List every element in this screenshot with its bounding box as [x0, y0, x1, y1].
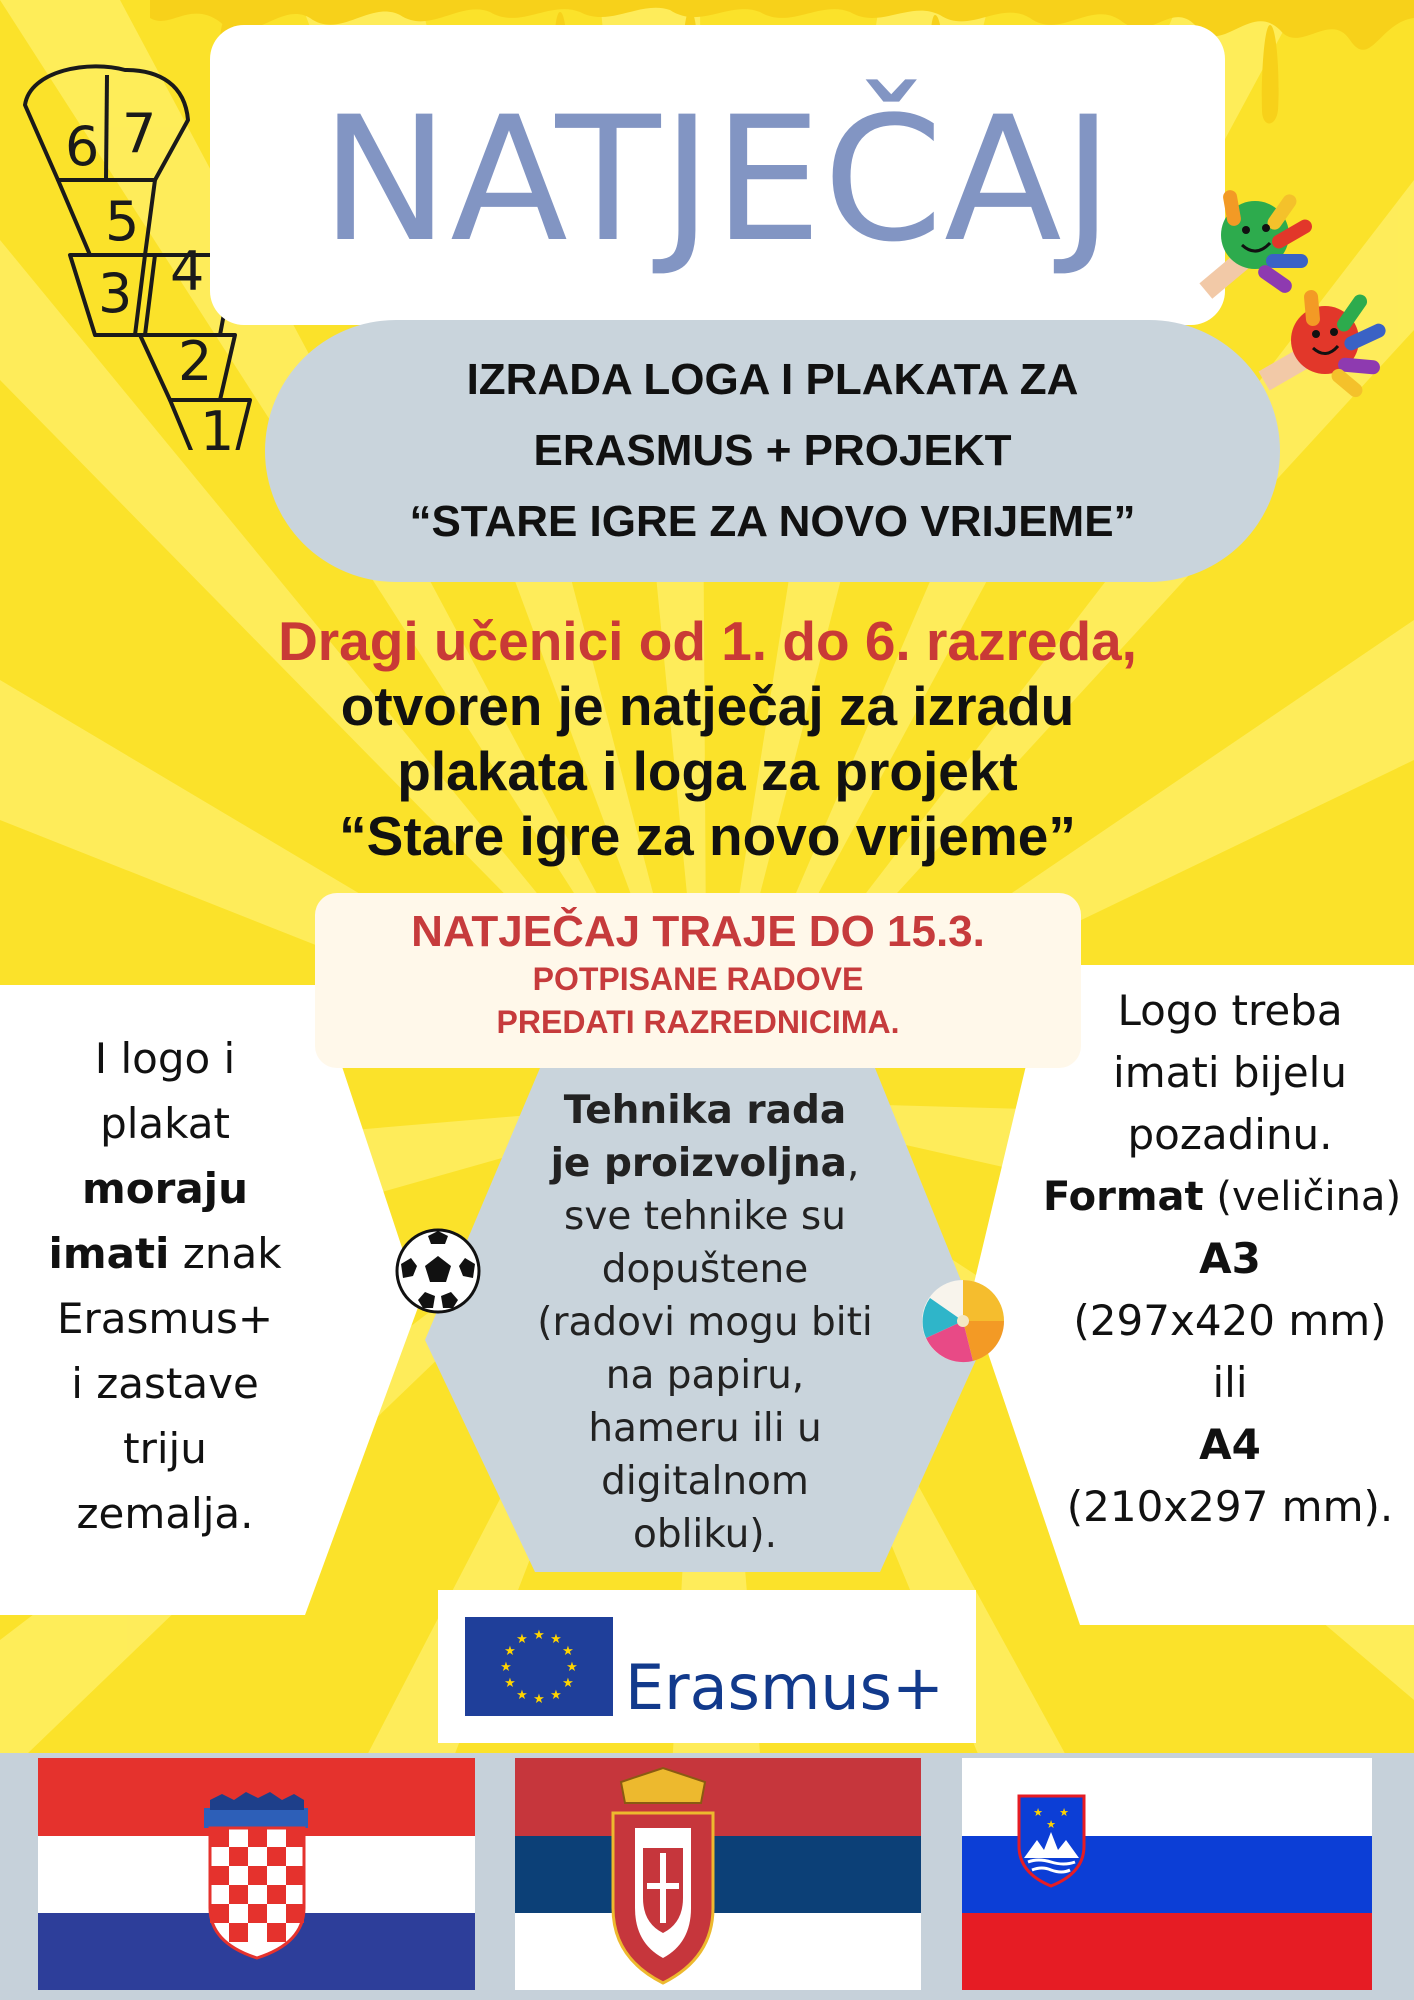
svg-text:★: ★ — [516, 1688, 528, 1703]
left-panel-line: Erasmus+ — [56, 1294, 274, 1343]
right-panel-line: ili — [1212, 1358, 1248, 1407]
left-panel-line: i zastave — [71, 1359, 259, 1408]
center-panel-line: Tehnika rada — [563, 1088, 847, 1133]
subtitle-line: “STARE IGRE ZA NOVO VRIJEME” — [409, 497, 1136, 546]
right-panel-line: pozadinu. — [1127, 1110, 1333, 1159]
svg-text:★: ★ — [550, 1632, 562, 1647]
svg-text:★: ★ — [550, 1688, 562, 1703]
hopscotch-number: 4 — [170, 240, 205, 303]
left-panel-line: moraju — [82, 1164, 248, 1213]
right-panel-line: (297x420 mm) — [1073, 1296, 1387, 1345]
erasmus-logo-text: Erasmus+ — [625, 1651, 944, 1724]
svg-text:★: ★ — [504, 1676, 516, 1691]
center-panel-line: obliku). — [632, 1512, 777, 1557]
center-panel-line: hameru ili u — [588, 1406, 822, 1451]
deadline-title: NATJEČAJ TRAJE DO 15.3. — [411, 907, 985, 956]
center-panel-line: digitalnom — [601, 1459, 809, 1504]
left-panel-line: imati znak — [48, 1229, 282, 1278]
svg-text:★: ★ — [562, 1644, 574, 1659]
soccer-ball-icon — [393, 1226, 483, 1316]
page-title: NATJEČAJ — [320, 79, 1115, 280]
intro-line: “Stare igre za novo vrijeme” — [339, 805, 1076, 867]
croatia-flag — [38, 1758, 475, 1990]
serbian-coat-of-arms-icon — [613, 1768, 713, 1983]
beach-ball-icon — [918, 1276, 1008, 1366]
right-panel-line: A3 — [1199, 1234, 1261, 1283]
intro-line: otvoren je natječaj za izradu — [340, 675, 1075, 737]
hopscotch-number: 3 — [98, 262, 133, 325]
center-panel-line: na papiru, — [605, 1353, 805, 1398]
eu-flag-icon — [465, 1617, 613, 1716]
green-hand-icon — [1199, 189, 1314, 299]
right-panel-line: Format (veličina) — [1042, 1174, 1402, 1220]
intro-line: plakata i loga za projekt — [397, 740, 1018, 802]
right-panel-line: Logo treba — [1117, 986, 1343, 1035]
left-panel-line: I logo i — [94, 1034, 236, 1083]
left-panel-line: zemalja. — [76, 1489, 254, 1538]
left-panel-line: plakat — [100, 1099, 230, 1148]
svg-text:★: ★ — [566, 1660, 578, 1675]
serbia-flag — [515, 1758, 921, 1990]
deadline-line: POTPISANE RADOVE — [532, 961, 864, 997]
subtitle-line: ERASMUS + PROJEKT — [533, 426, 1012, 475]
center-panel-line: je proizvoljna, — [550, 1141, 860, 1186]
center-panel-line: sve tehnike su — [564, 1194, 846, 1239]
intro-greeting: Dragi učenici od 1. do 6. razreda, — [278, 610, 1137, 672]
right-panel-line: imati bijelu — [1113, 1048, 1347, 1097]
svg-text:★: ★ — [533, 1692, 545, 1707]
svg-text:★: ★ — [1059, 1806, 1069, 1819]
subtitle-line: IZRADA LOGA I PLAKATA ZA — [466, 355, 1079, 404]
hopscotch-number: 7 — [122, 102, 157, 165]
svg-text:★: ★ — [1033, 1806, 1043, 1819]
slovenian-coat-of-arms-icon — [1019, 1796, 1084, 1886]
hopscotch-number: 1 — [200, 400, 235, 450]
svg-text:★: ★ — [1046, 1818, 1056, 1831]
svg-text:★: ★ — [504, 1644, 516, 1659]
right-panel-line: (210x297 mm). — [1066, 1482, 1394, 1531]
slovenia-flag — [962, 1758, 1372, 1990]
croatian-coat-of-arms-icon — [204, 1792, 308, 1958]
svg-text:★: ★ — [500, 1660, 512, 1675]
left-panel-line: triju — [123, 1424, 207, 1473]
right-panel-line: A4 — [1199, 1420, 1261, 1469]
hopscotch-number: 2 — [178, 330, 213, 393]
hopscotch-number: 6 — [65, 115, 100, 178]
hopscotch-number: 5 — [105, 190, 140, 253]
svg-text:★: ★ — [533, 1628, 545, 1643]
center-panel-line: (radovi mogu biti — [537, 1300, 873, 1345]
svg-text:★: ★ — [562, 1676, 574, 1691]
center-panel-line: dopuštene — [601, 1247, 809, 1292]
svg-text:★: ★ — [516, 1632, 528, 1647]
deadline-line: PREDATI RAZREDNICIMA. — [496, 1004, 900, 1040]
